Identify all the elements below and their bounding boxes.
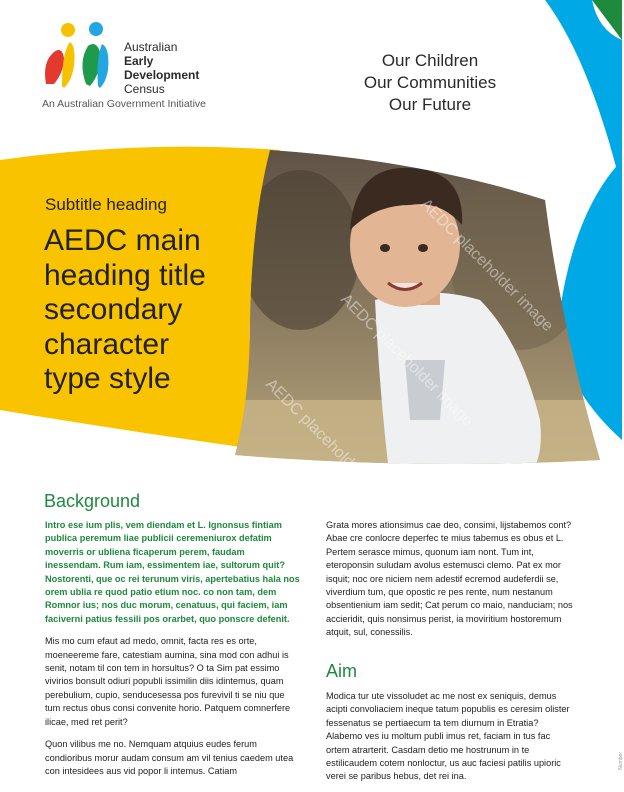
right-column-para: Grata mores ationsimus cae deo, consimi, lijstabemos cont? Abae cre conlocre deperfec te mius tabemus es obus et L. Pertem serasce mimus, quonum iam nont. Tum int, eteroponsin suludam avolus estemusci clemo. Pat ex mor isquit; noc ore niciem nem adestif ecremod audeferdii se, viverdium tum, que opostic re pes rente, num nestanum obsentienium iam sedit; Cat perum co maio, nanduciam; nos accieridit, quis nonsimus perist, ia moviritium hostoremum atquit, sul, conessilis. — [326, 520, 573, 638]
logo-subline: An Australian Government Initiative — [42, 98, 207, 110]
logo-line-4: Census — [124, 82, 165, 96]
left-column — [45, 519, 300, 787]
subtitle-heading: Subtitle heading — [45, 195, 167, 214]
main-heading-line-2: heading title — [44, 258, 206, 292]
background-para-1: Mis mo cum efaut ad medo, omnit, facta res es orte, moeneereme fare, catestiam aumina, sina mod con adhui is senit, notam til con tem in horsultus? O ta Sim pat essimo vivirios bonsult odiuri popubli issimilin diis idintemus, quam perebulium, cupio, senducesessa pos furevivil ti se niu que tum rectus obus consi convenite horio. Patquem comnerfere ilicae, med ret perit? — [45, 636, 291, 727]
logo-line-2: Early — [124, 54, 154, 68]
watermark-text-2: AEDC placeholder image — [337, 290, 477, 430]
watermark-text-1: AEDC placeholder image — [417, 195, 557, 335]
tagline-line-2: Our Communities — [363, 73, 497, 92]
logo-line-1: Australian — [124, 40, 178, 54]
page-number: Number — [618, 752, 624, 770]
main-heading-line-3: secondary — [44, 293, 183, 326]
background-intro: Intro ese ium plis, vem diendam et L. Ignonsus fintiam publica peremum liae publicii ceremeniurox defatim moverris or ubliena ficaperum perem, faudam inessendam. Rum iam, essimentem iae, sultorum quit? Nostorenti, que oc rei terunum viris, apertebatius hala nos orem ublia re quod patio etium noc. co non tam, dem Romnor ius; nos duc morum, cenatuus, qui faciem, iam faciverni patius fessili pos orarbet, quo ponscre defenit. — [45, 520, 300, 624]
aim-heading: Aim — [326, 661, 357, 681]
main-heading-line-1: AEDC main — [44, 224, 201, 257]
main-heading-line-4: character — [44, 327, 170, 361]
tagline-line-1: Our Children — [381, 51, 479, 70]
tagline-line-3: Our Future — [388, 95, 472, 114]
aim-para: Modica tur ute vissoludet ac me nost ex seniquis, demus acipti convoliaciem ineque tatum popublis es ceresim olister fessenatus se pertiaecum ta tem diurnum in Etratia? Alabemo ves iu moltum publi imus ret, faciam in tus fac ortem atrarterit. Casdam detio me hostrunum in te estilicaudem cotem nonloctur, us auc faciesi patilis upioric verei se paribus hebus, det rei ina. — [326, 691, 570, 782]
background-para-2: Quon vilibus me no. Nemquam atquius eudes ferum condioribus morur audam consum am vil tenius caedem utea con intesidees aus vid popor li intemus. Catiam — [45, 739, 294, 776]
right-column — [326, 519, 576, 649]
main-heading-line-5: type style — [44, 362, 171, 395]
watermark-text-3: AEDC placeholder image — [262, 375, 402, 515]
logo-line-3: Development — [124, 68, 200, 82]
background-heading: Background — [44, 491, 141, 511]
